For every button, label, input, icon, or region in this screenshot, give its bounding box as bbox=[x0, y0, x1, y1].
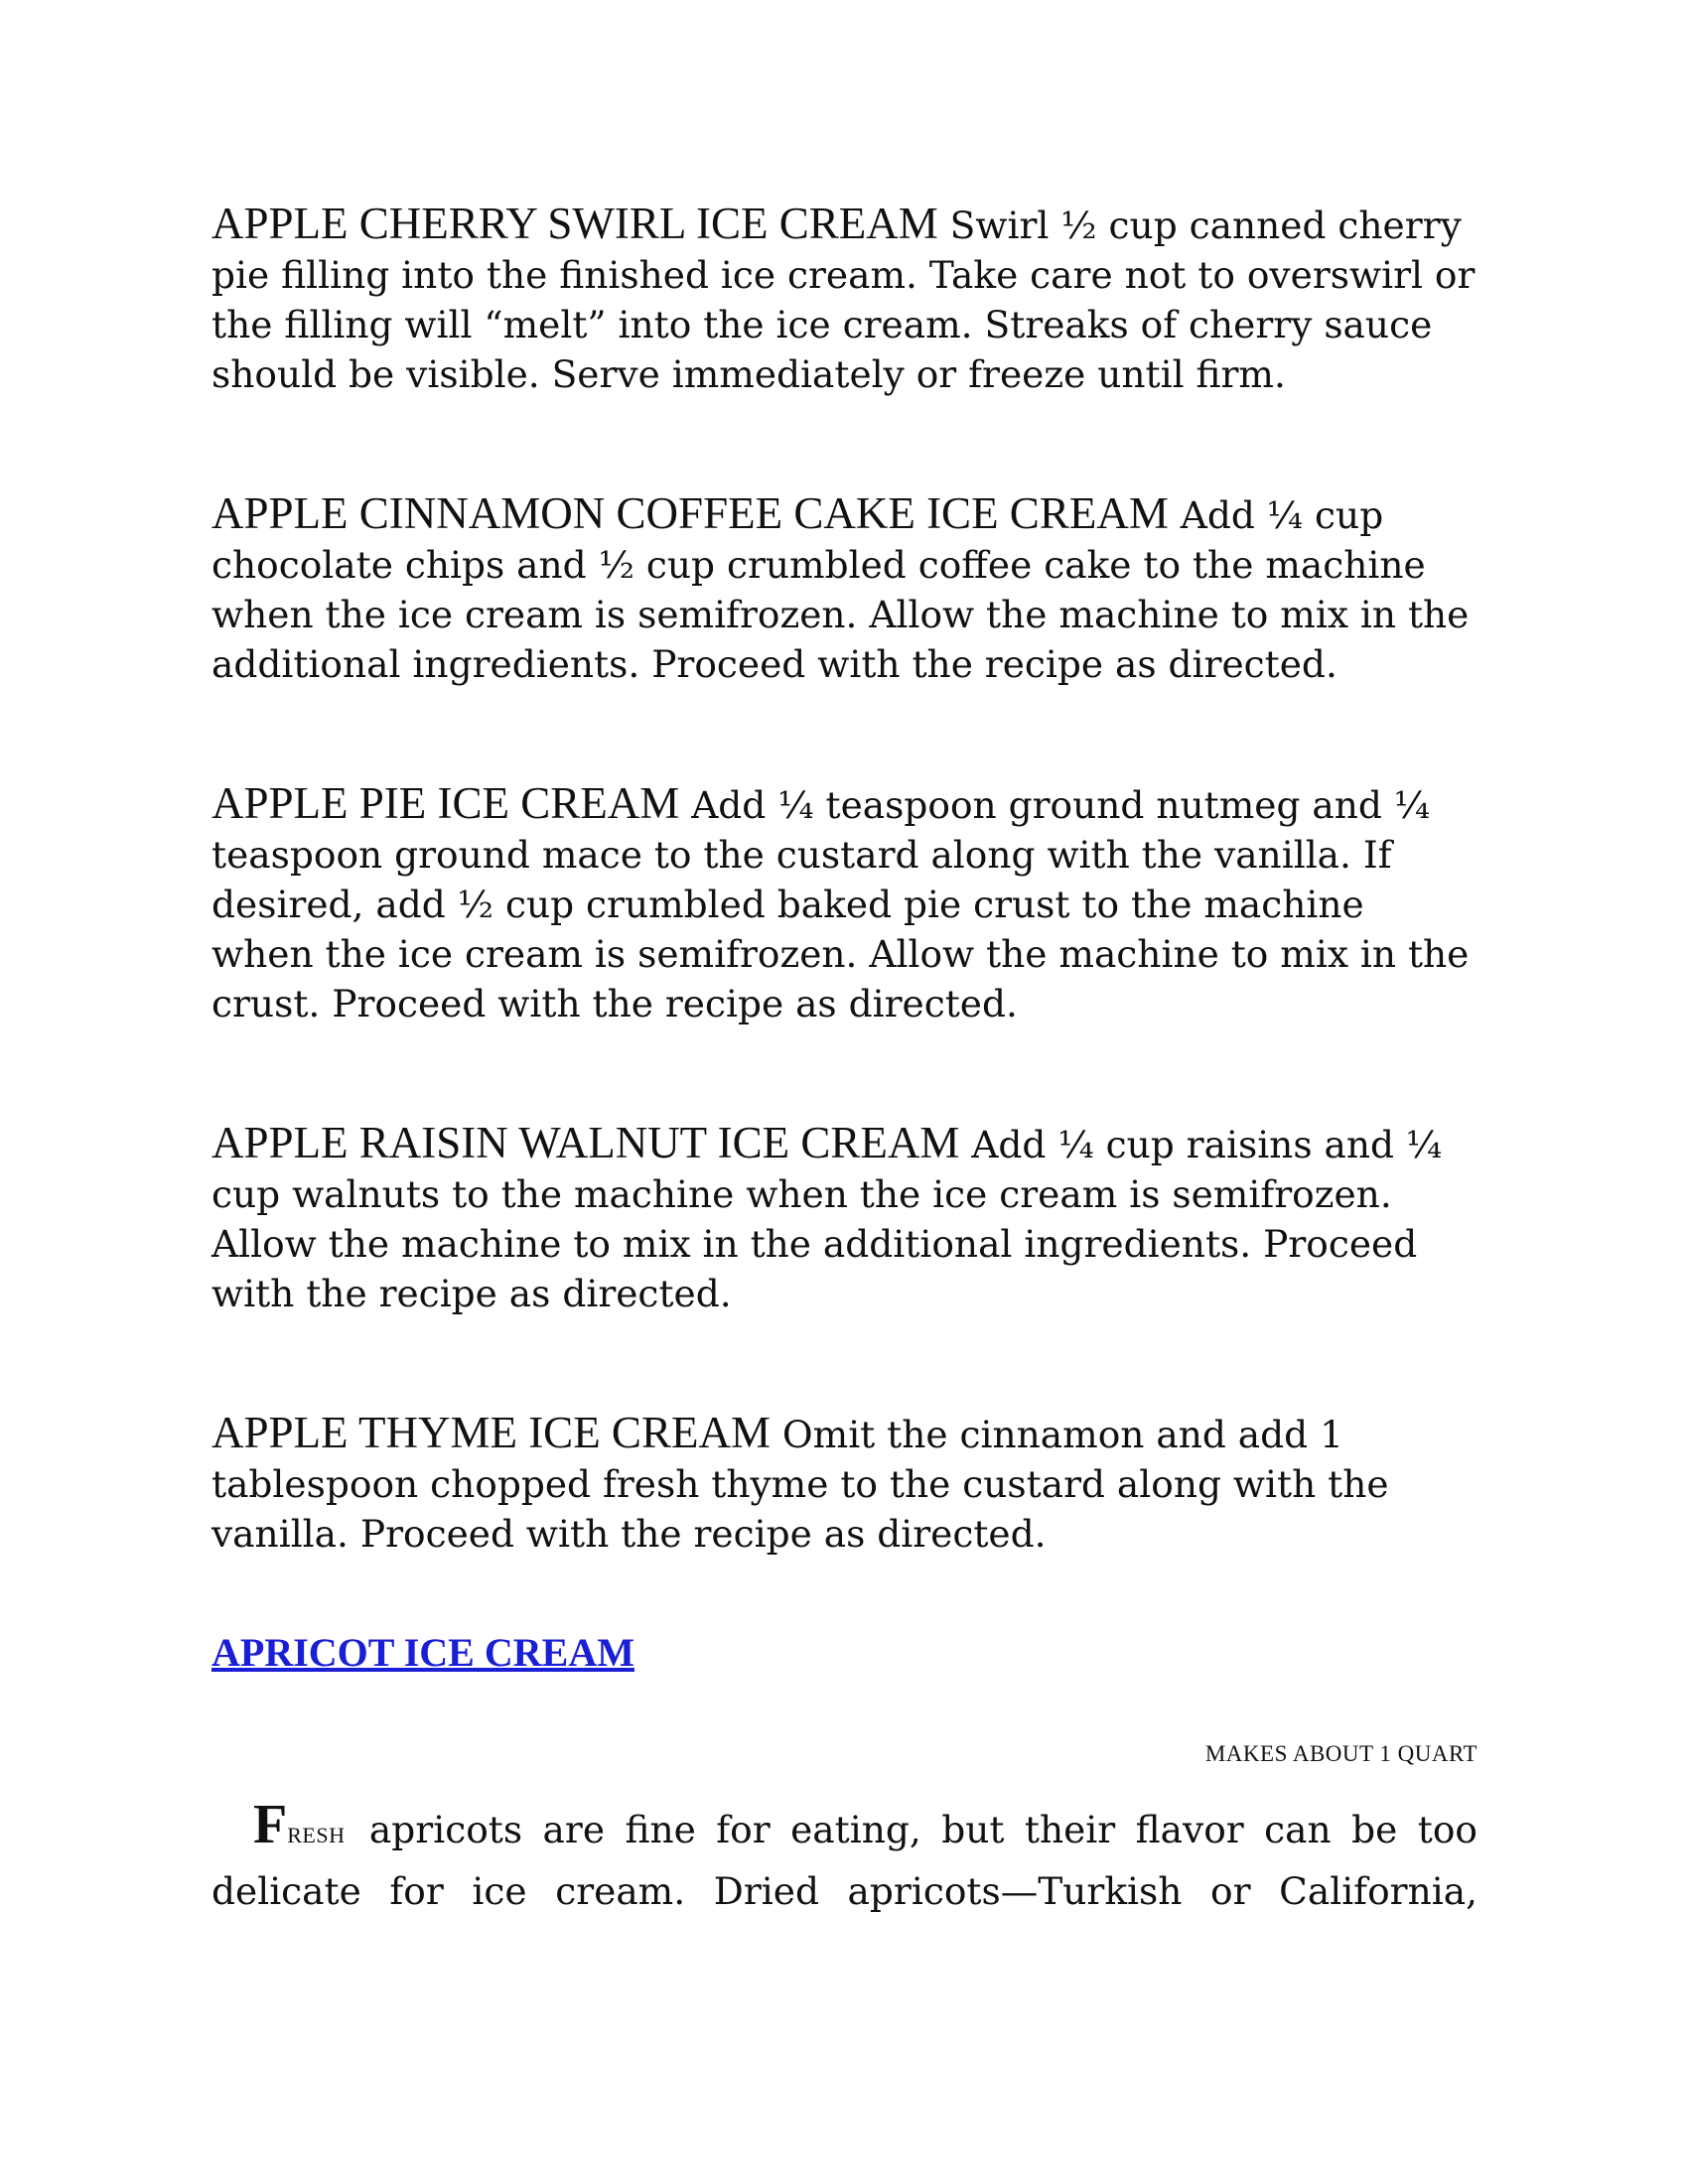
intro-text: apricots are fine for eating, but their flavor can be too delicate for ice cream. Dried apricots—Turkish or California, bbox=[211, 1808, 1477, 1913]
variation-apple-thyme bbox=[211, 1408, 1477, 1559]
variation-text: Omit the cinnamon and add 1 tablespoon chopped fresh thyme to the custard along with the vanilla. Proceed with the recipe as directed. bbox=[211, 1413, 1389, 1556]
drop-cap: F bbox=[253, 1794, 288, 1855]
variation-title: APPLE RAISIN WALNUT ICE CREAM bbox=[211, 1118, 960, 1167]
variation-apple-cherry-swirl bbox=[211, 199, 1477, 399]
variation-text: Swirl ½ cup canned cherry pie filling into the finished ice cream. Take care not to overswirl or the filling will “melt” into the ice cream. Streaks of cherry sauce should be visible. Serve immediately or freeze until firm. bbox=[211, 204, 1476, 396]
variation-title: APPLE CHERRY SWIRL ICE CREAM bbox=[211, 199, 938, 248]
variation-apple-cinnamon-coffee-cake bbox=[211, 488, 1477, 689]
recipe-heading bbox=[211, 1628, 1477, 1678]
variation-text: Add ¼ cup raisins and ¼ cup walnuts to the machine when the ice cream is semifrozen. Allow the machine to mix in the additional ingredients. Proceed with the recipe as directed. bbox=[211, 1123, 1443, 1315]
page-content bbox=[211, 199, 1477, 1957]
variation-apple-pie bbox=[211, 778, 1477, 1028]
variation-title: APPLE CINNAMON COFFEE CAKE ICE CREAM bbox=[211, 488, 1169, 538]
variation-title: APPLE PIE ICE CREAM bbox=[211, 778, 680, 828]
variation-apple-raisin-walnut bbox=[211, 1118, 1477, 1318]
variation-title: APPLE THYME ICE CREAM bbox=[211, 1408, 771, 1457]
recipe-intro bbox=[211, 1794, 1477, 1919]
recipe-yield: MAKES ABOUT 1 QUART bbox=[1204, 1741, 1477, 1766]
recipe-heading-link[interactable]: APRICOT ICE CREAM bbox=[211, 1630, 634, 1675]
variation-text: Add ¼ teaspoon ground nutmeg and ¼ teaspoon ground mace to the custard along with the vanilla. If desired, add ½ cup crumbled baked pie crust to the machine when the ice cream is semifrozen. Allow the machine to mix in the crust. Proceed with the recipe as directed. bbox=[211, 783, 1470, 1025]
drop-small-caps: RESH bbox=[287, 1823, 346, 1847]
variation-text: Add ¼ cup chocolate chips and ½ cup crumbled coffee cake to the machine when the ice cream is semifrozen. Allow the machine to mix in the additional ingredients. Proceed with the recipe as directed. bbox=[211, 493, 1470, 686]
